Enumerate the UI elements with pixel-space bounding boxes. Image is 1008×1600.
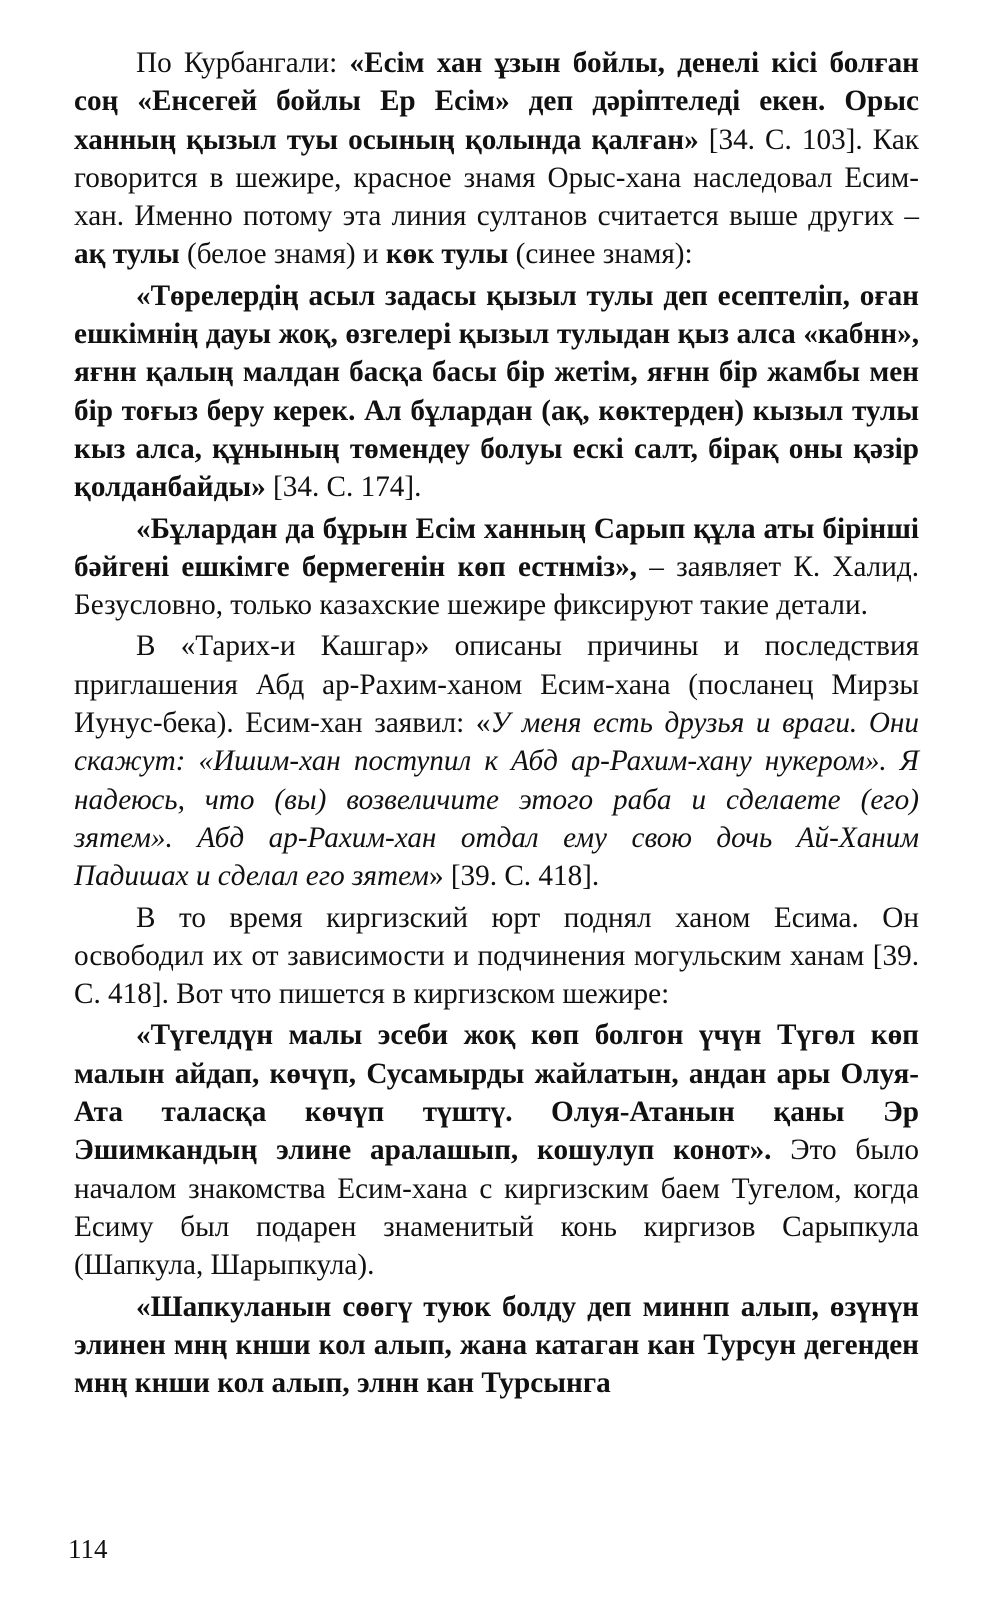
- bold-quote: «Есім хан ұзын бойлы, денелі кісі болған соң «Енсегей бойлы Ер Есім» деп дәріптеледі екен. Орыс ханның қызыл туы осының қолында қалған»: [74, 47, 919, 156]
- bold-quote: «Түгелдүн малы эсеби жоқ көп болгон үчүн Түгөл көп малын айдап, көчүп, Сусамырды жайлатын, андан ары Олуя-Ата таласқа көчүп түштү. Олуя-Атанын қаны Эр Эшимкандың элине аралашып, кошулуп конот».: [74, 1019, 919, 1167]
- text-run: В «Тарих-и Кашгар» описаны причины и последствия приглашения Абд ар-Рахим-ханом Есим-хана (посланец Мирзы Иунус-бека). Есим-хан заявил: «: [74, 630, 919, 740]
- text-run: » [39. С. 418].: [428, 860, 600, 893]
- text-run: Это было началом знакомства Есим-хана с киргизским баем Тугелом, когда Есиму был подарен знаменитый конь киргизов Сарыпкула (Шапкула, Шарыпкула).: [74, 1134, 919, 1282]
- paragraph: [74, 627, 919, 895]
- bold-quote: «Шапкуланын сөөгү туюк болду деп миннп алып, өзүнүн элинен мнң кнши кол алып, жана катаган кан Турсун дегенден мнң кнши кол алып, элнн кан Турсынга: [74, 1290, 919, 1400]
- paragraph: [74, 1016, 919, 1284]
- paragraph: [74, 44, 919, 274]
- paragraph: [74, 899, 919, 1014]
- bold-quote: ақ тулы: [74, 238, 180, 271]
- italic-quote: У меня есть друзья и враги. Они скажут: «Ишим-хан поступил к Абд ар-Рахим-хану нукером». Я надеюсь, что (вы) возвеличите этого раба и сделаете (его) зятем». Абд ар-Рахим-хан отдал ему свою дочь Ай-Ханим Падишах и сделал его зятем: [74, 707, 919, 893]
- text-run: В то время киргизский юрт поднял ханом Есима. Он освободил их от зависимости и подчинения могульским ханам [39. С. 418]. Вот что пишется в киргизском шежире:: [74, 901, 919, 1011]
- paragraph: [74, 277, 919, 507]
- bold-quote: көк тулы: [385, 238, 509, 271]
- text-run: [34. С. 103]. Как говорится в шежире, красное знамя Орыс-хана наследовал Есим-хан. Именно потому эта линия султанов считается выше других –: [74, 123, 919, 233]
- paragraph: [74, 1288, 919, 1403]
- bold-quote: «Төрелердің асыл задасы қызыл тулы деп есептеліп, оған ешкімнің дауы жоқ, өзгелері қызыл тулыдан қыз алса «кабнн», яғнн қалың малдан басқа басы бір жетім, яғнн бір жамбы мен бір тоғыз беру керек. Ал бұлардан (ақ, көктерден) кызыл тулы кыз алса, құнының төмендеу болуы ескі салт, бірақ оны қәзір қолданбайды»: [74, 279, 919, 504]
- text-run: По Курбангали:: [136, 47, 350, 79]
- text-run: (синее знамя):: [508, 238, 693, 271]
- text-run: – заявляет К. Халид. Безусловно, только казахские шежире фиксируют такие детали.: [74, 550, 919, 622]
- text-run: [34. С. 174].: [265, 471, 422, 504]
- page-text: [74, 44, 919, 1402]
- text-run: (белое знамя) и: [179, 238, 386, 271]
- page-number: 114: [68, 1534, 108, 1564]
- paragraph: [74, 510, 919, 625]
- bold-quote: «Бұлардан да бұрын Есім ханның Сарып құла аты бірінші бәйгені ешкімге бермегенін көп естнміз»,: [74, 512, 919, 583]
